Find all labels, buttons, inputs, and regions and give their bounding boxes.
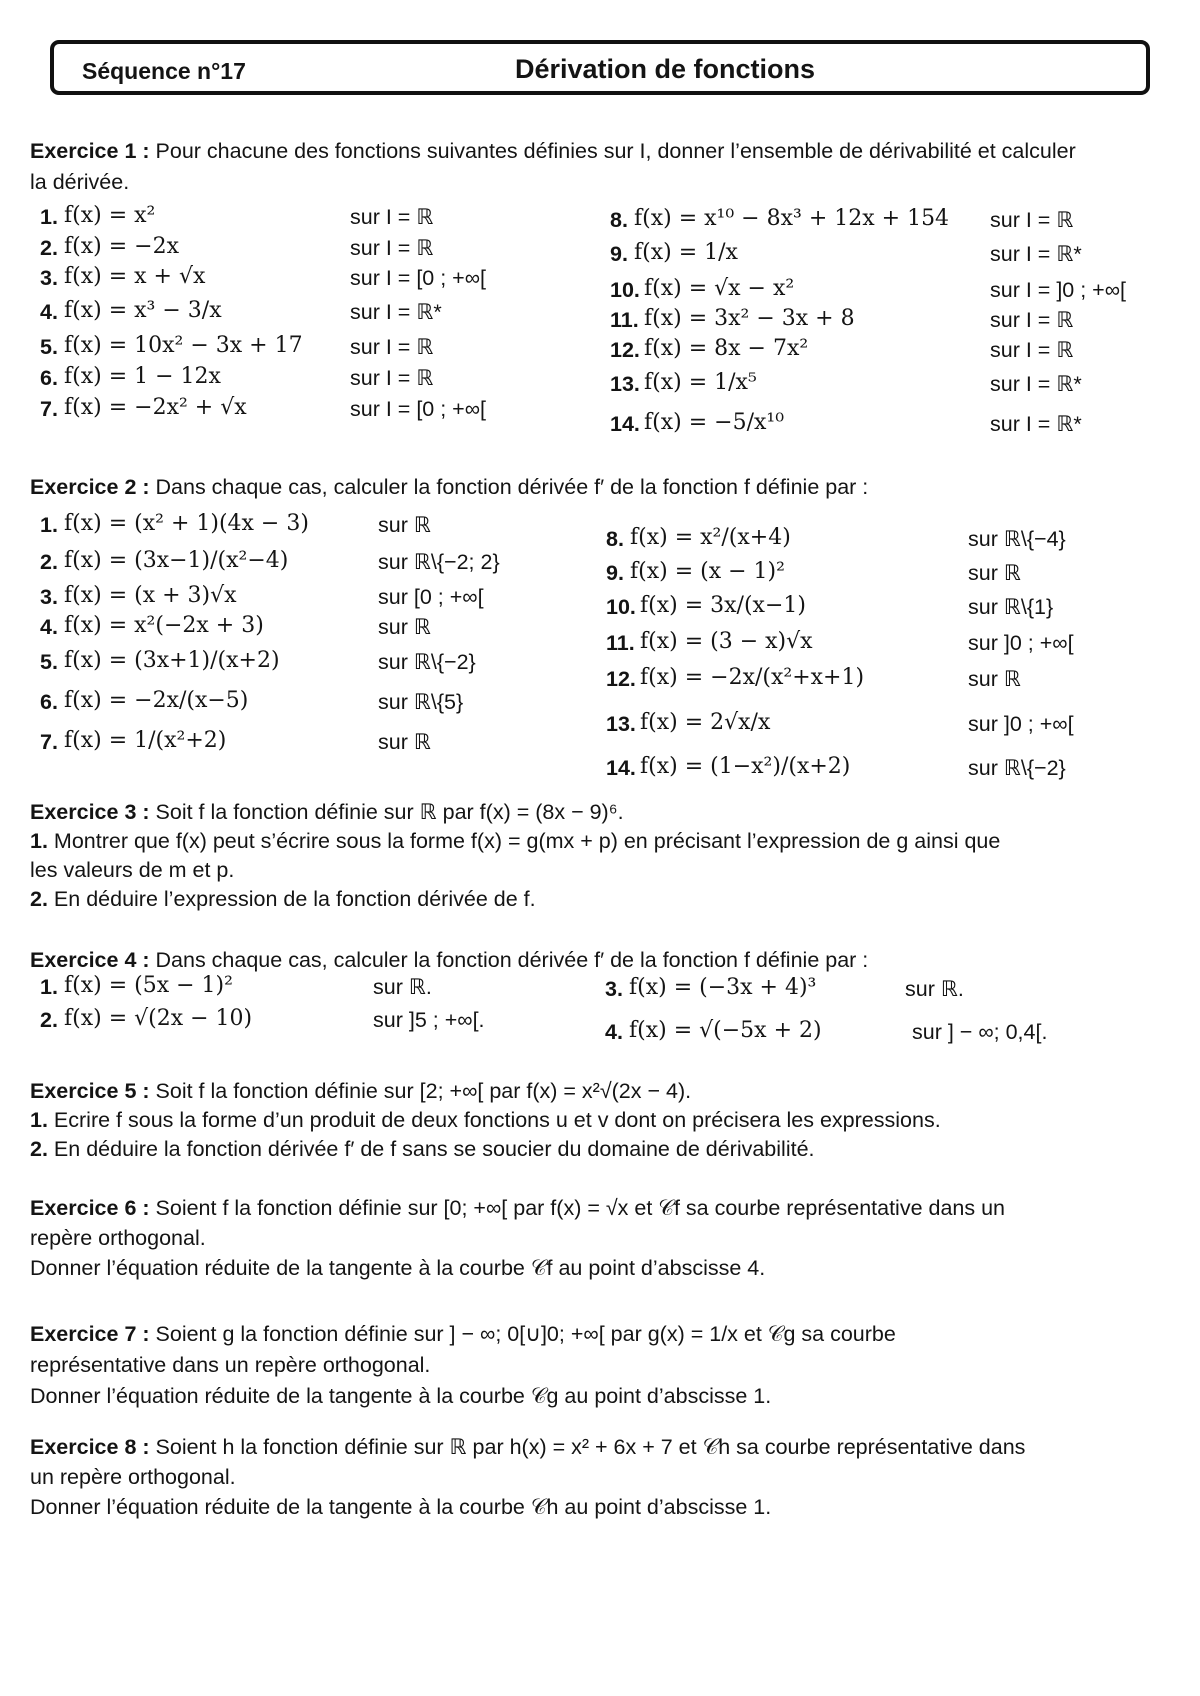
item-number: 11. [606,631,635,655]
exercise-2-intro-text: Dans chaque cas, calculer la fonction dérivée f′ de la fonction f définie par : [155,475,869,499]
exercise-3-q2-num: 2. [30,887,48,911]
item-domain: sur I = [0 ; +∞[ [350,397,487,421]
item-number: 2. [40,550,58,574]
exercise-6-line3: Donner l’équation réduite de la tangente à la courbe 𝒞f au point d’abscisse 4. [30,1256,766,1280]
item-number: 5. [40,650,58,674]
exercise-8 [30,1432,1170,1522]
item-domain: sur I = ℝ [350,205,434,229]
item-domain: sur ℝ [968,667,1021,691]
exercise-2-label: Exercice 2 : [30,475,150,499]
item-expression: f(x) = 3x/(x−1) [640,593,806,618]
exercise-8-line2: un repère orthogonal. [30,1465,236,1489]
sequence-number: Séquence n°17 [82,58,246,84]
item-domain: sur ℝ [968,561,1021,585]
exercise-6-line1: Soient f la fonction définie sur [0; +∞[ par f(x) = √x et 𝒞f sa courbe représentative dans un [155,1196,1006,1220]
item-domain: sur I = ℝ* [990,372,1082,396]
item-expression: f(x) = x²(−2x + 3) [64,613,264,638]
item-expression: f(x) = −2x/(x−5) [64,688,249,713]
item-number: 13. [610,372,640,396]
exercise-3-q2: En déduire l’expression de la fonction dérivée de f. [53,887,536,911]
item-expression: f(x) = (−3x + 4)³ [629,975,817,1000]
item-domain: sur ]0 ; +∞[ [968,631,1074,655]
item-domain: sur I = ℝ* [990,242,1082,266]
item-number: 4. [40,615,58,639]
page-title: Dérivation de fonctions [515,54,816,84]
exercise-3 [30,798,1170,914]
item-expression: f(x) = x³ − 3/x [64,298,222,323]
item-domain: sur ℝ. [905,977,964,1001]
item-expression: f(x) = 10x² − 3x + 17 [64,333,303,358]
item-number: 1. [40,205,58,229]
item-domain: sur ]0 ; +∞[ [968,712,1074,736]
item-domain: sur ℝ. [373,975,432,999]
item-expression: f(x) = √(−5x + 2) [629,1018,822,1043]
item-number: 9. [610,242,628,266]
item-number: 1. [40,975,58,999]
item-expression: f(x) = (x² + 1)(4x − 3) [64,511,309,536]
item-domain: sur ℝ [378,513,431,537]
item-number: 14. [606,756,636,780]
exercise-5-label: Exercice 5 : [30,1079,150,1103]
item-expression: f(x) = 1 − 12x [64,364,221,389]
exercise-6-label: Exercice 6 : [30,1196,150,1220]
item-number: 8. [606,527,624,551]
item-number: 4. [40,300,58,324]
item-number: 3. [605,977,623,1001]
item-domain: sur I = ℝ [350,236,434,260]
item-number: 9. [606,561,624,585]
item-number: 8. [610,208,628,232]
item-number: 10. [610,278,640,302]
exercise-5-q1: Ecrire f sous la forme d’un produit de deux fonctions u et v dont on précisera les expressions. [53,1108,941,1132]
exercise-3-q1-num: 1. [30,829,48,853]
exercise-5-q1-num: 1. [30,1108,48,1132]
item-expression: f(x) = √(2x − 10) [64,1006,253,1031]
item-number: 13. [606,712,636,736]
item-expression: f(x) = 3x² − 3x + 8 [644,306,855,331]
item-expression: f(x) = x²/(x+4) [630,525,791,550]
exercise-7-line3: Donner l’équation réduite de la tangente à la courbe 𝒞g au point d’abscisse 1. [30,1384,772,1408]
item-number: 12. [610,338,640,362]
item-domain: sur I = ℝ [990,308,1074,332]
item-expression: f(x) = (1−x²)/(x+2) [640,754,851,779]
exercise-7 [30,1319,1170,1412]
item-domain: sur ℝ [378,730,431,754]
exercise-6-line2: repère orthogonal. [30,1226,206,1250]
item-domain: sur ℝ\{1} [968,595,1054,619]
item-expression: f(x) = −5/x¹⁰ [644,410,785,435]
item-domain: sur ℝ\{−4} [968,527,1066,551]
item-expression: f(x) = 1/x⁵ [644,370,757,395]
item-domain: sur ℝ\{−2} [968,756,1066,780]
item-domain: sur I = ℝ* [990,412,1082,436]
item-domain: sur ℝ [378,615,431,639]
exercise-6 [30,1193,1170,1283]
item-expression: f(x) = x + √x [64,264,206,289]
item-number: 6. [40,366,58,390]
item-domain: sur I = ℝ [350,335,434,359]
item-expression: f(x) = −2x/(x²+x+1) [640,665,865,690]
item-domain: sur ] − ∞; 0,4[. [912,1020,1048,1044]
item-expression: f(x) = −2x² + √x [64,395,247,420]
exercise-7-line1: Soient g la fonction définie sur ] − ∞; 0[∪]0; +∞[ par g(x) = 1/x et 𝒞g sa courbe [155,1322,896,1346]
exercise-1-label: Exercice 1 : [30,139,150,163]
exercise-8-line1: Soient h la fonction définie sur ℝ par h(x) = x² + 6x + 7 et 𝒞h sa courbe représentative dans [155,1435,1026,1459]
exercise-1-intro-line2: la dérivée. [30,170,130,194]
item-number: 14. [610,412,640,436]
exercise-4-intro-text: Dans chaque cas, calculer la fonction dérivée f′ de la fonction f définie par : [155,948,869,972]
item-expression: f(x) = √x − x² [644,276,795,301]
item-expression: f(x) = 8x − 7x² [644,336,809,361]
item-expression: f(x) = (5x − 1)² [64,973,233,998]
item-number: 10. [606,595,636,619]
exercise-3-q1: Montrer que f(x) peut s’écrire sous la forme f(x) = g(mx + p) en précisant l’expression de g ainsi que [53,829,1001,853]
item-number: 5. [40,335,58,359]
exercise-3-q1-continued: les valeurs de m et p. [30,858,235,882]
exercise-4-label: Exercice 4 : [30,948,150,972]
item-expression: f(x) = (x − 1)² [630,559,785,584]
item-expression: f(x) = 1/(x²+2) [64,728,227,753]
exercise-7-label: Exercice 7 : [30,1322,150,1346]
item-number: 6. [40,690,58,714]
item-expression: f(x) = 2√x/x [640,710,771,735]
item-expression: f(x) = x¹⁰ − 8x³ + 12x + 154 [634,206,950,231]
item-expression: f(x) = (x + 3)√x [64,583,237,608]
exercise-3-label: Exercice 3 : [30,800,150,824]
item-domain: sur ℝ\{−2; 2} [378,550,500,574]
item-number: 3. [40,585,58,609]
item-domain: sur [0 ; +∞[ [378,585,484,609]
item-domain: sur I = ℝ* [350,300,442,324]
item-expression: f(x) = (3x+1)/(x+2) [64,648,280,673]
item-number: 7. [40,397,58,421]
exercise-8-line3: Donner l’équation réduite de la tangente à la courbe 𝒞h au point d’abscisse 1. [30,1495,772,1519]
exercise-8-label: Exercice 8 : [30,1435,150,1459]
item-domain: sur I = ℝ [350,366,434,390]
item-domain: sur I = [0 ; +∞[ [350,266,487,290]
item-number: 3. [40,266,58,290]
item-domain: sur I = ]0 ; +∞[ [990,278,1127,302]
exercise-1-intro-line1: Pour chacune des fonctions suivantes définies sur I, donner l’ensemble de dérivabilité et calculer [155,139,1076,163]
item-number: 2. [40,1008,58,1032]
exercise-5-q2-num: 2. [30,1137,48,1161]
exercise-5-q2: En déduire la fonction dérivée f′ de f sans se soucier du domaine de dérivabilité. [53,1137,815,1161]
exercise-3-statement: Soit f la fonction définie sur ℝ par f(x) = (8x − 9)⁶. [155,800,624,824]
item-expression: f(x) = (3x−1)/(x²−4) [64,548,289,573]
exercise-7-line2: représentative dans un repère orthogonal. [30,1353,431,1377]
exercise-2-intro [30,472,1170,503]
item-expression: f(x) = −2x [64,234,179,259]
item-expression: f(x) = 1/x [634,240,738,265]
item-number: 11. [610,308,639,332]
item-number: 1. [40,513,58,537]
item-number: 2. [40,236,58,260]
item-domain: sur ℝ\{−2} [378,650,476,674]
exercise-5 [30,1077,1170,1164]
exercise-5-statement: Soit f la fonction définie sur [2; +∞[ par f(x) = x²√(2x − 4). [155,1079,692,1103]
exercise-1-intro [30,136,1170,198]
item-expression: f(x) = x² [64,203,156,228]
item-number: 4. [605,1020,623,1044]
item-domain: sur ℝ\{5} [378,690,464,714]
item-domain: sur I = ℝ [990,338,1074,362]
item-number: 12. [606,667,636,691]
item-expression: f(x) = (3 − x)√x [640,629,813,654]
item-domain: sur I = ℝ [990,208,1074,232]
exercise-4-intro [30,945,1170,976]
item-number: 7. [40,730,58,754]
item-domain: sur ]5 ; +∞[. [373,1008,485,1032]
